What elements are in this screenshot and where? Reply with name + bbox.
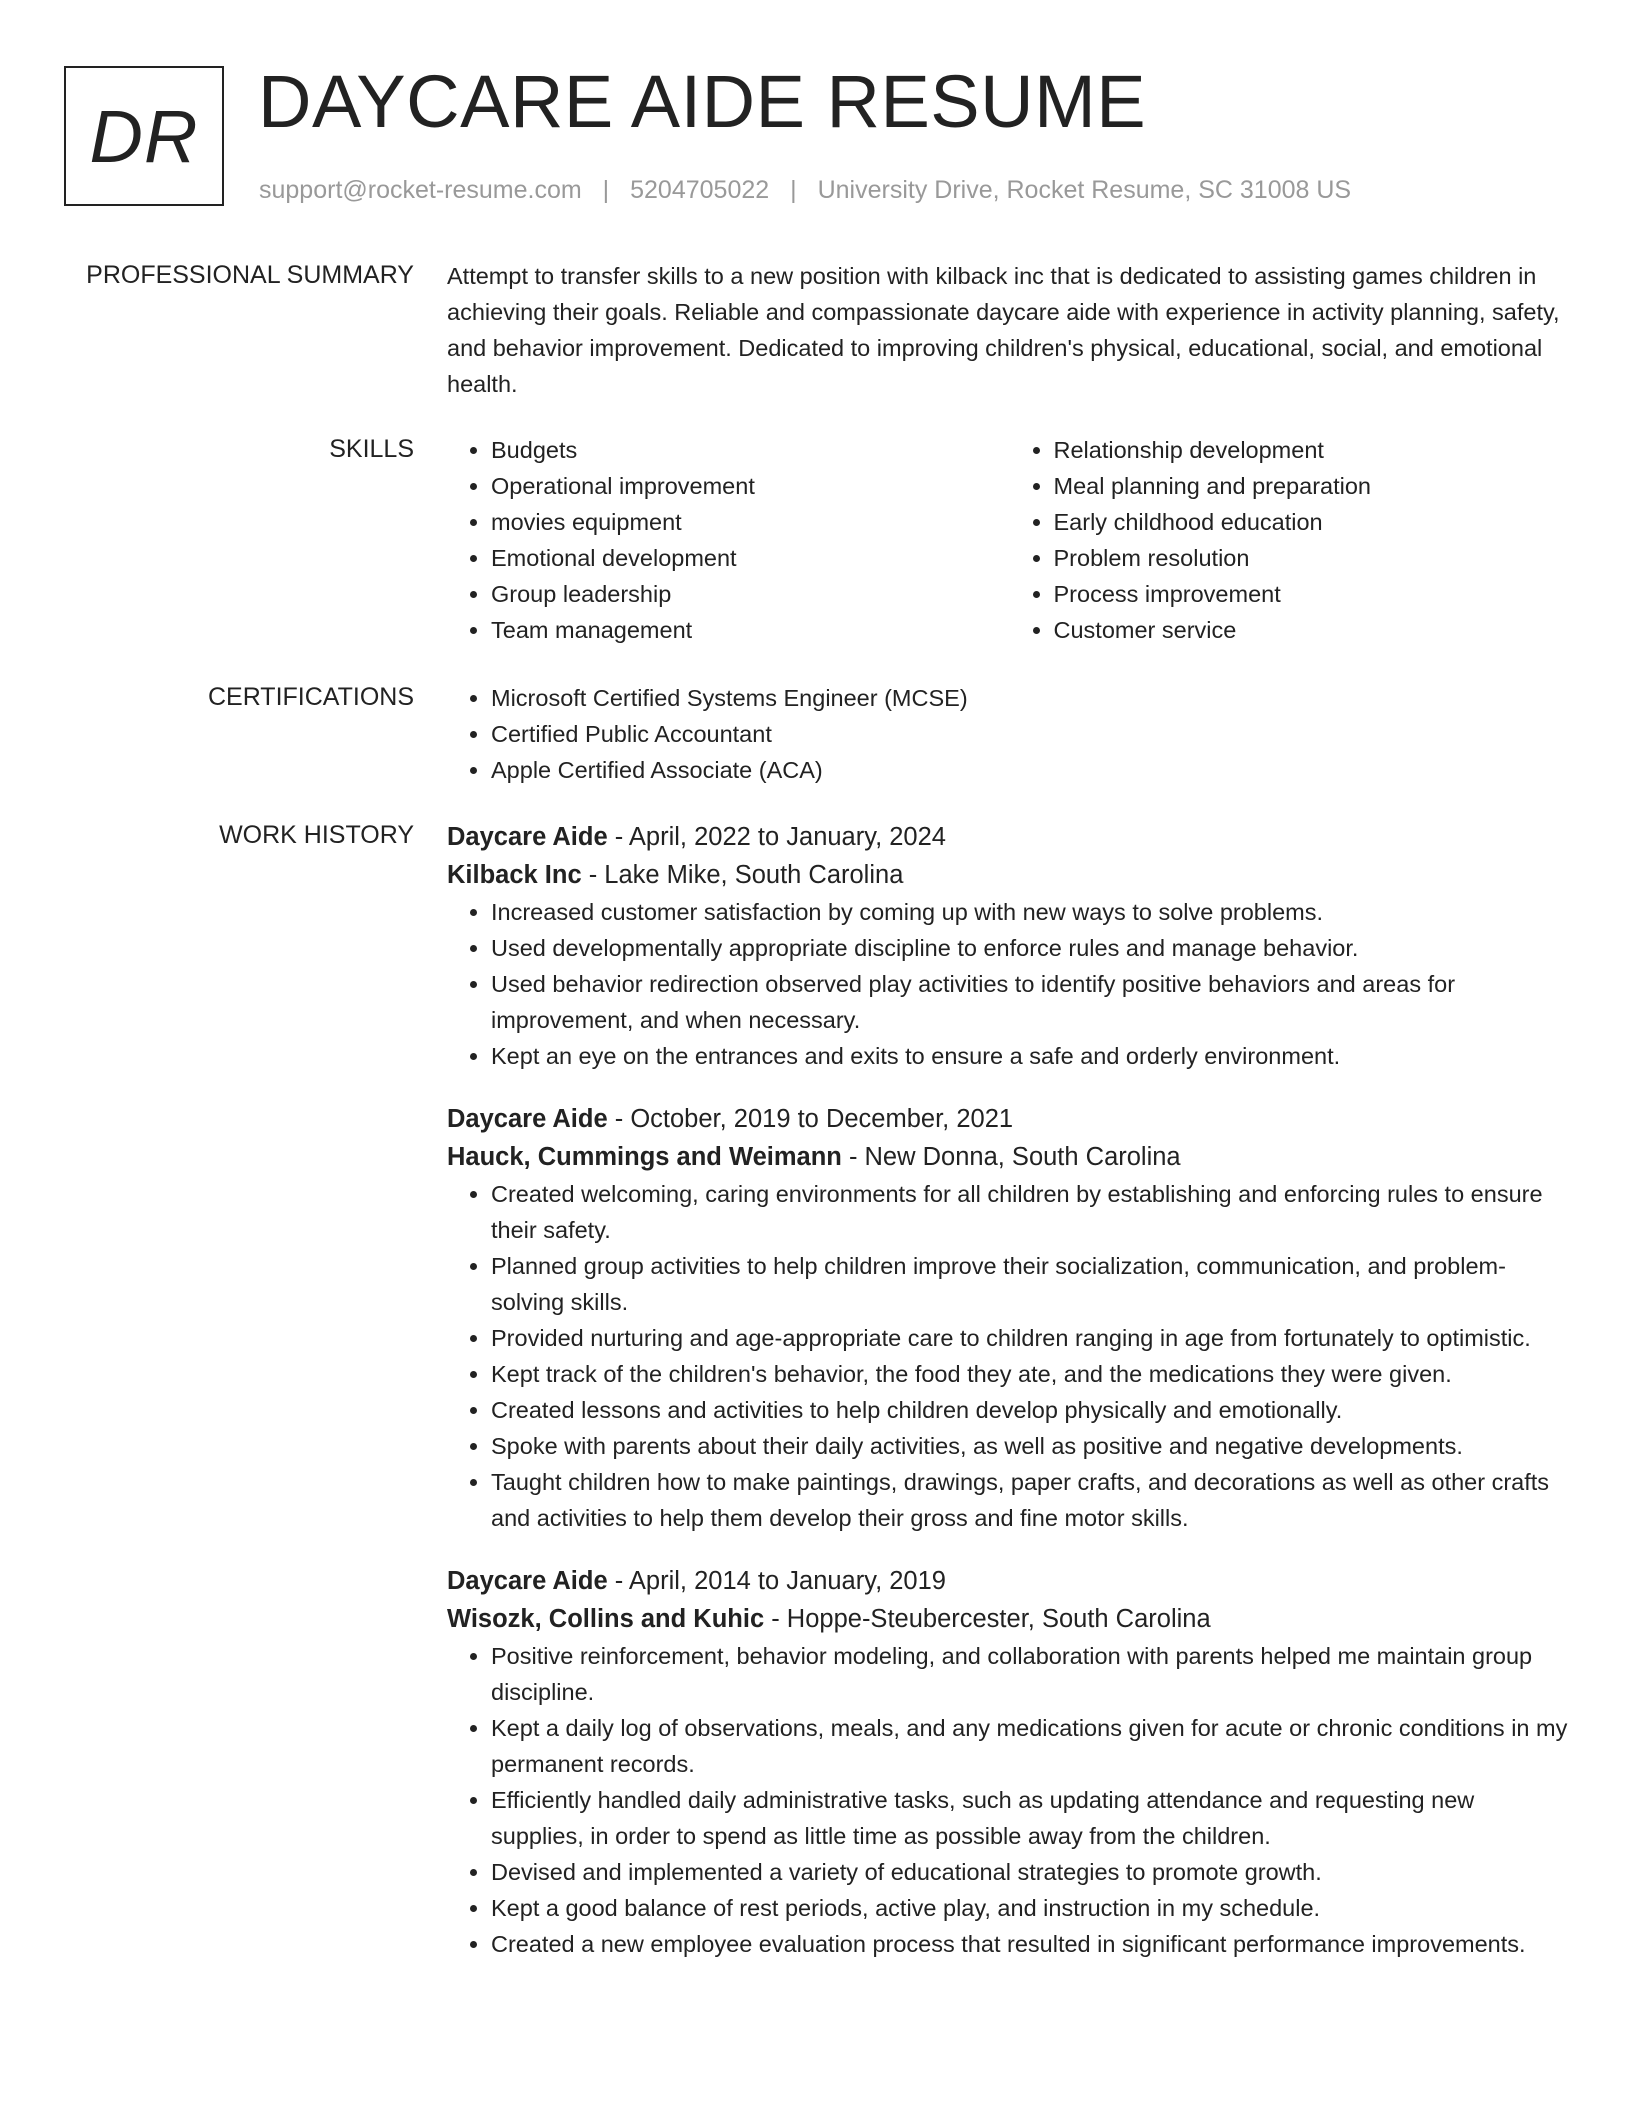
list-item: • Planned group activities to help children improve their socialization, communication, and problem-solving skills. (491, 1248, 1572, 1320)
contact-separator: | (602, 176, 610, 204)
skills-list-right (1010, 432, 1573, 648)
list-item: • Problem resolution (1054, 540, 1573, 576)
job-location: - Hoppe-Steubercester, South Carolina (764, 1605, 1211, 1633)
list-item: • Positive reinforcement, behavior modeling, and collaboration with parents helped me maintain group discipline. (491, 1638, 1572, 1710)
list-item: • Certified Public Accountant (491, 716, 1572, 752)
certifications-list (447, 680, 1572, 788)
section-label-summary: PROFESSIONAL SUMMARY (86, 261, 414, 289)
section-label-skills: SKILLS (329, 435, 414, 463)
job-title-line (447, 1100, 1572, 1138)
list-item: • Kept a good balance of rest periods, active play, and instruction in my schedule. (491, 1890, 1572, 1926)
resume-title: DAYCARE AIDE RESUME (258, 60, 1147, 143)
job-company-line (447, 1138, 1572, 1176)
job-duties-list (447, 1176, 1572, 1536)
list-item: • Created a new employee evaluation process that resulted in significant performance improvements. (491, 1926, 1572, 1962)
summary-text: Attempt to transfer skills to a new position with kilback inc that is dedicated to assisting games children in achieving their goals. Reliable and compassionate daycare aide with experience in activity planning, safety, and behavior improvement. Dedicated to improving children's physical, educational, social, and emotional health. (447, 263, 1560, 397)
list-item: • Early childhood education (1054, 504, 1573, 540)
contact-phone: 5204705022 (630, 176, 770, 204)
job-title-line (447, 818, 1572, 856)
contact-email: support@rocket-resume.com (259, 176, 582, 204)
list-item: • Apple Certified Associate (ACA) (491, 752, 1572, 788)
job-title: Daycare Aide (447, 1567, 608, 1595)
list-item: • Process improvement (1054, 576, 1573, 612)
job-dates: - October, 2019 to December, 2021 (607, 1105, 1014, 1133)
list-item: • Kept a daily log of observations, meals, and any medications given for acute or chronic conditions in my permanent records. (491, 1710, 1572, 1782)
list-item: • Used developmentally appropriate discipline to enforce rules and manage behavior. (491, 930, 1572, 966)
job-entry (447, 1100, 1572, 1536)
list-item: • Team management (491, 612, 1010, 648)
certifications-body (447, 680, 1572, 788)
list-item: • Created lessons and activities to help children develop physically and emotionally. (491, 1392, 1572, 1428)
section-label-certifications: CERTIFICATIONS (207, 683, 414, 711)
section-label-work-history: WORK HISTORY (219, 821, 414, 849)
job-duties-list (447, 894, 1572, 1074)
list-item: • Customer service (1054, 612, 1573, 648)
work-history-body (447, 818, 1572, 1988)
list-item: • Meal planning and preparation (1054, 468, 1573, 504)
job-company: Kilback Inc (447, 861, 582, 889)
job-company: Hauck, Cummings and Weimann (447, 1143, 842, 1171)
job-duties-list (447, 1638, 1572, 1962)
job-location: - Lake Mike, South Carolina (581, 861, 904, 889)
contact-separator: | (790, 176, 797, 204)
monogram-badge: DR (64, 66, 224, 206)
list-item: • Budgets (491, 432, 1010, 468)
job-entry (447, 1562, 1572, 1962)
skills-list-left (447, 432, 1010, 648)
skills-columns (447, 432, 1572, 648)
list-item: • Spoke with parents about their daily activities, as well as positive and negative developments. (491, 1428, 1572, 1464)
job-company: Wisozk, Collins and Kuhic (447, 1605, 765, 1633)
list-item: • Kept an eye on the entrances and exits to ensure a safe and orderly environment. (491, 1038, 1572, 1074)
list-item: • Devised and implemented a variety of educational strategies to promote growth. (491, 1854, 1572, 1890)
job-location: - New Donna, South Carolina (841, 1143, 1181, 1171)
job-company-line (447, 856, 1572, 894)
list-item: • Relationship development (1054, 432, 1573, 468)
summary-body (447, 258, 1572, 402)
list-item: • Efficiently handled daily administrative tasks, such as updating attendance and requesting new supplies, in order to spend as little time as possible away from the children. (491, 1782, 1572, 1854)
list-item: • Increased customer satisfaction by coming up with new ways to solve problems. (491, 894, 1572, 930)
job-title-line (447, 1562, 1572, 1600)
list-item: • Kept track of the children's behavior, the food they ate, and the medications they were given. (491, 1356, 1572, 1392)
list-item: • Microsoft Certified Systems Engineer (MCSE) (491, 680, 1572, 716)
list-item: • movies equipment (491, 504, 1010, 540)
list-item: • Used behavior redirection observed play activities to identify positive behaviors and areas for improvement, and when necessary. (491, 966, 1572, 1038)
job-entry (447, 818, 1572, 1074)
list-item: • Operational improvement (491, 468, 1010, 504)
contact-address: University Drive, Rocket Resume, SC 31008 US (817, 176, 1352, 204)
job-dates: - April, 2014 to January, 2019 (607, 1567, 946, 1595)
job-company-line (447, 1600, 1572, 1638)
list-item: • Group leadership (491, 576, 1010, 612)
job-title: Daycare Aide (447, 823, 608, 851)
job-dates: - April, 2022 to January, 2024 (607, 823, 946, 851)
list-item: • Created welcoming, caring environments for all children by establishing and enforcing rules to ensure their safety. (491, 1176, 1572, 1248)
skills-body (447, 432, 1572, 648)
job-title: Daycare Aide (447, 1105, 608, 1133)
list-item: • Provided nurturing and age-appropriate care to children ranging in age from fortunately to optimistic. (491, 1320, 1572, 1356)
list-item: • Taught children how to make paintings, drawings, paper crafts, and decorations as well as other crafts and activities to help them develop their gross and fine motor skills. (491, 1464, 1572, 1536)
list-item: • Emotional development (491, 540, 1010, 576)
contact-line (259, 174, 1351, 206)
